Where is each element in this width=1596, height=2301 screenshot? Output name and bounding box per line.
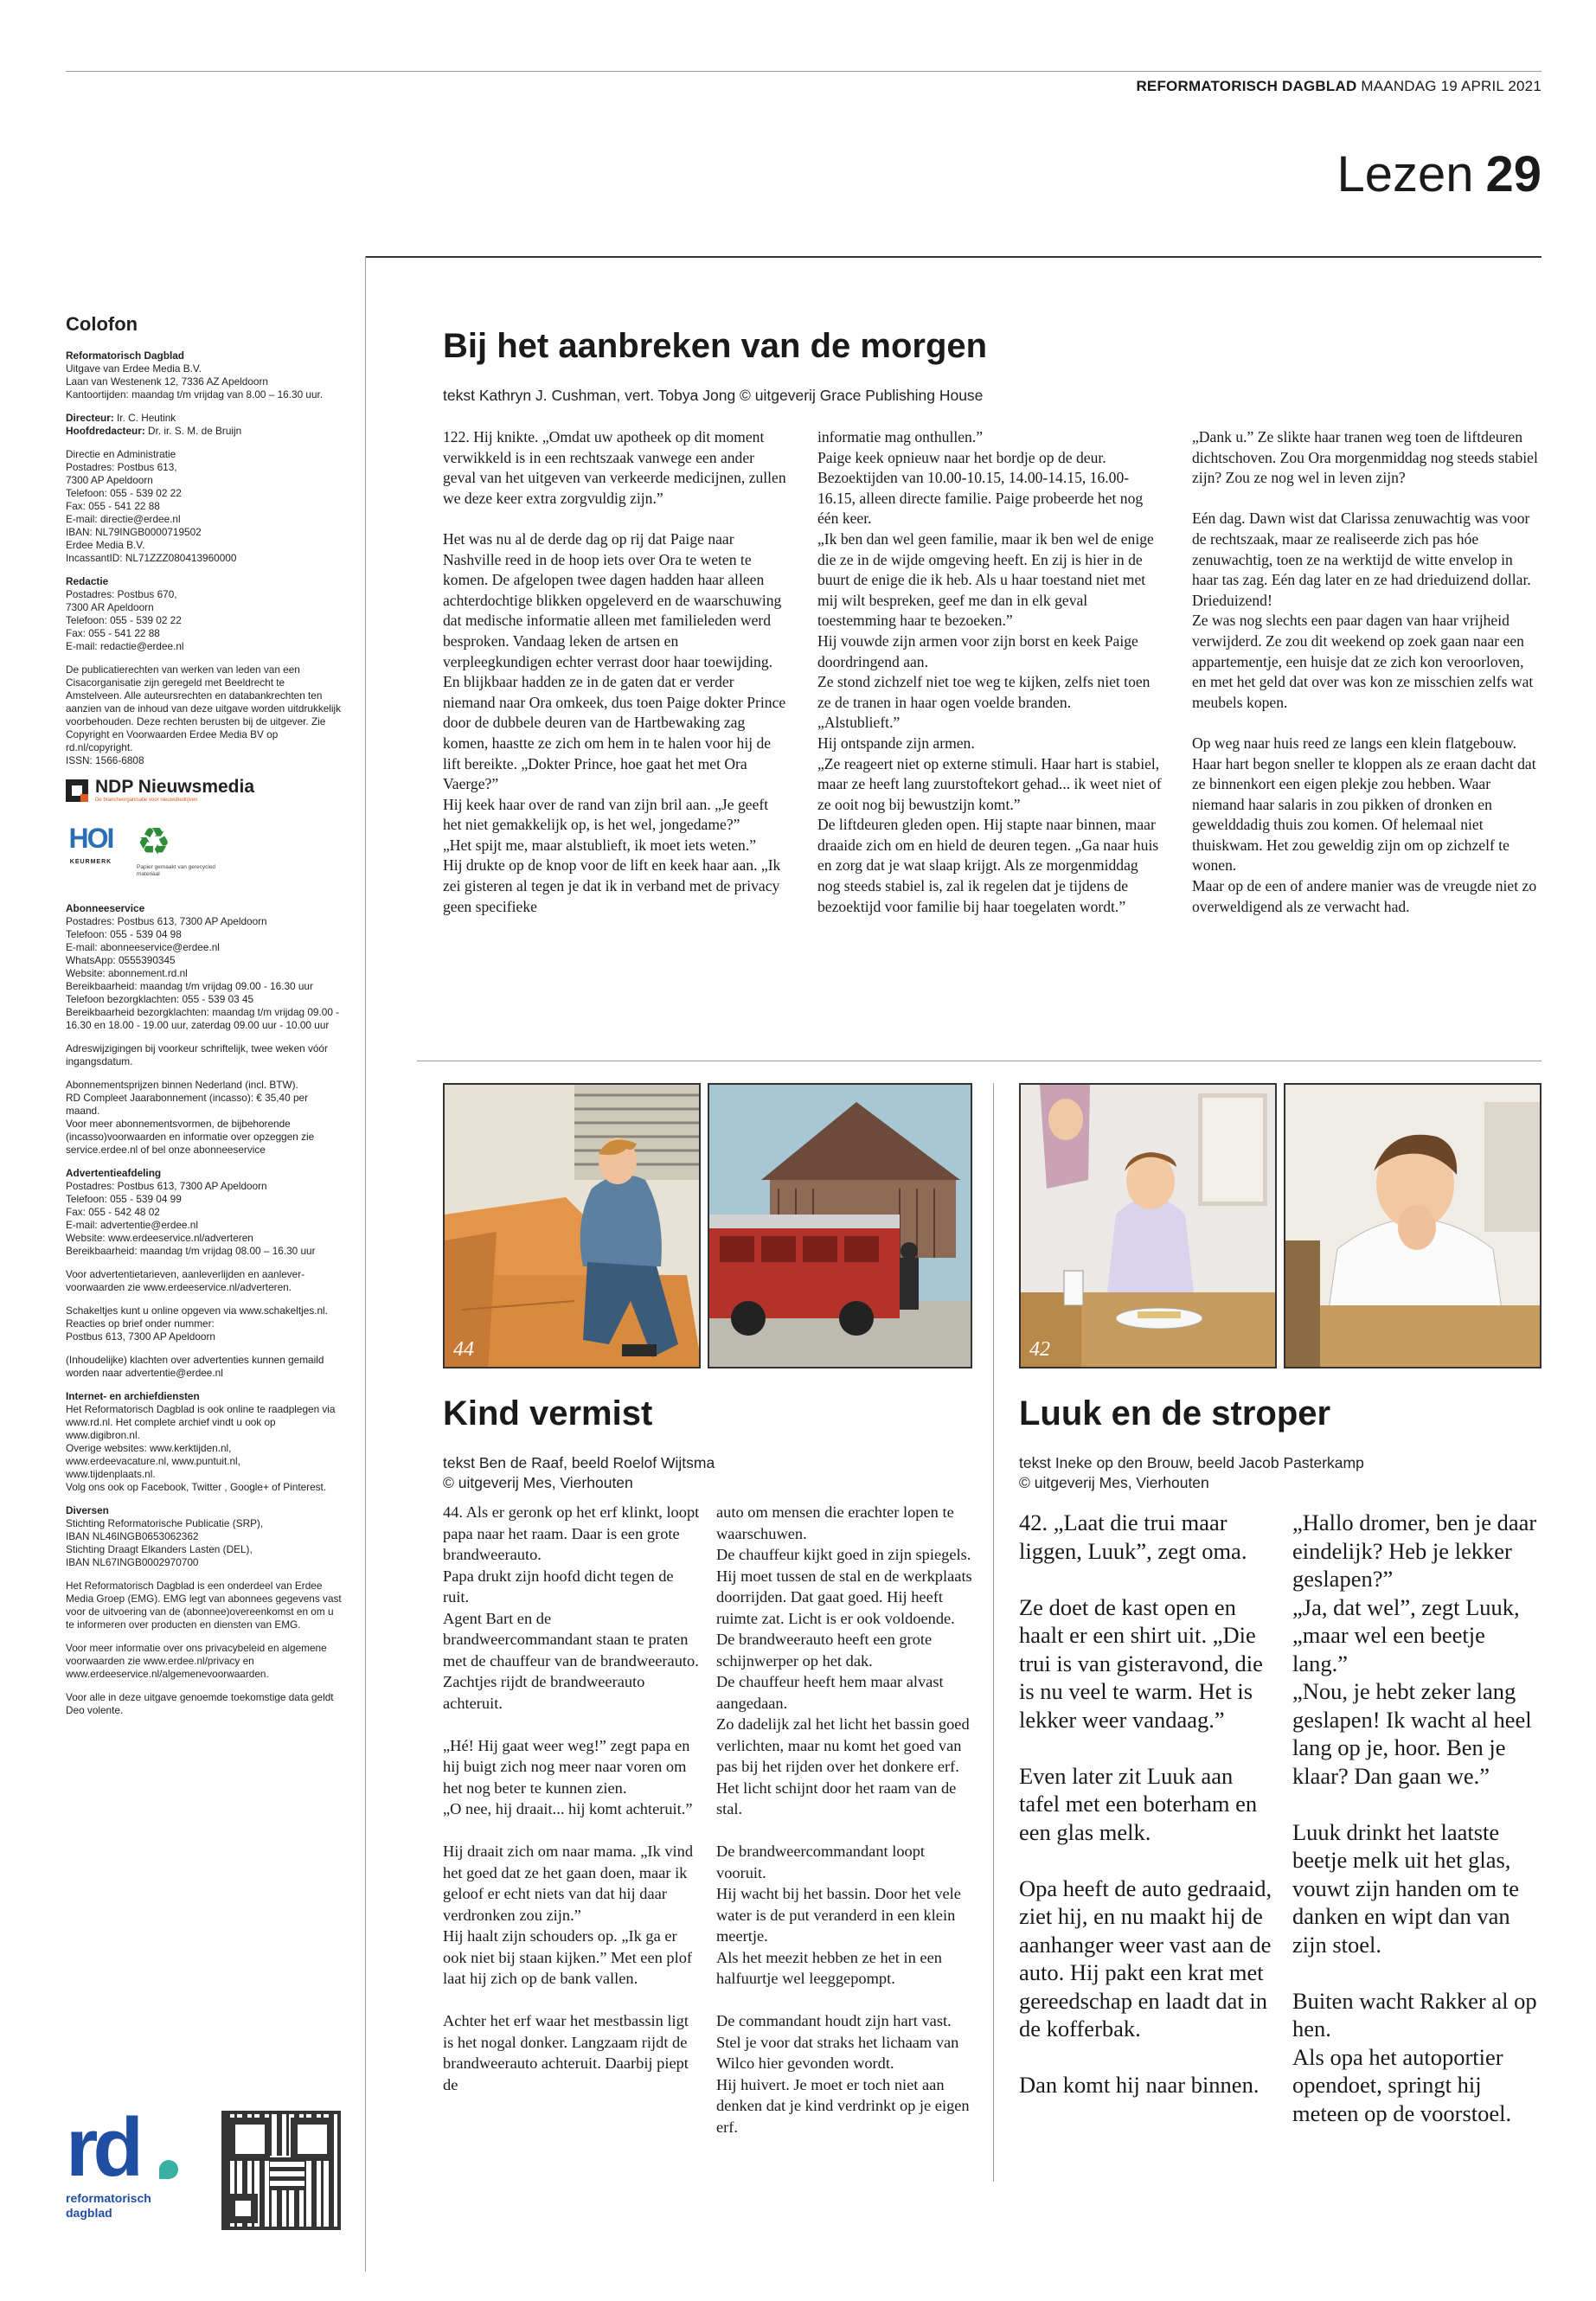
chief-name: Dr. ir. S. M. de Bruijn	[144, 425, 242, 437]
diversen-info: Stichting Reformatorische Publicatie (SRP), IBAN NL46INGB0653062362 Stichting Draagt Elkanders Lasten (DEL), IBAN NL67INGB0002970700	[66, 1517, 264, 1568]
internet-heading: Internet- en archiefdiensten	[66, 1390, 200, 1402]
rights-info: De publicatierechten van werken van leden van een Cisacorganisatie zijn geregeld met Beeldrecht te Amstelveen. Alle auteursrechten en databankrechten ten aanzien van de inhoud van deze uitgave worden uitdrukkelijk voorbehouden. Deze rechten berusten bij de uitgever. Zie Copyright en Voorwaarden Erdee Media BV op rd.nl/copyright. ISSN: 1566-6808	[66, 663, 342, 766]
kind-title: Kind vermist	[443, 1394, 653, 1433]
publication-date: MAANDAG 19 APRIL 2021	[1361, 78, 1542, 94]
main-article-title: Bij het aanbreken van de morgen	[443, 327, 988, 365]
advert-heading: Advertentieafdeling	[66, 1167, 162, 1179]
rd-logo-mark: rd	[66, 2101, 138, 2194]
advert-rates: Voor advertentietarieven, aanleverlijden en aanlever-voorwaarden zie www.erdeeservice.nl/adverteren.	[66, 1268, 305, 1293]
luuk-title: Luuk en de stroper	[1019, 1394, 1331, 1433]
main-article-credit: tekst Kathryn J. Cushman, vert. Tobya Jong © uitgeverij Grace Publishing House	[443, 387, 984, 404]
section-rule	[365, 256, 1542, 258]
rd-logo-text: reformatorisch dagblad	[66, 2191, 151, 2220]
colofon-divider	[365, 256, 366, 2272]
rd-logo-dot-icon	[159, 2160, 178, 2179]
publication-name: REFORMATORISCH DAGBLAD	[1136, 78, 1357, 94]
publisher-info: Uitgave van Erdee Media B.V. Laan van Westenenk 12, 7336 AZ Apeldoorn Kantoortijden: maandag t/m vrijdag van 8.00 – 16.30 uur.	[66, 362, 324, 401]
publisher-name: Reformatorisch Dagblad	[66, 349, 185, 362]
top-rule	[66, 71, 1542, 72]
masthead	[952, 78, 1542, 95]
quality-logos	[66, 821, 343, 878]
kind-credit: tekst Ben de Raaf, beeld Roelof Wijtsma © uitgeverij Mes, Vierhouten	[443, 1454, 715, 1491]
director-label: Directeur:	[66, 412, 114, 424]
keurmerk-label: KEURMERK	[69, 859, 112, 865]
luuk-panel-1	[1019, 1083, 1277, 1368]
luuk-credit: tekst Ineke op den Brouw, beeld Jacob Pasterkamp © uitgeverij Mes, Vierhouten	[1019, 1454, 1364, 1491]
keurmerk-logo	[66, 821, 116, 868]
ndp-square-icon	[66, 779, 88, 802]
subscription-prices: Abonnementsprijzen binnen Nederland (incl. BTW). RD Compleet Jaarabonnement (incasso): € 35,40 per maand. Voor meer abonnementsvormen, de bijbehorende (incasso)voorwaarden en informatie over opzeggen zie service.erdee.nl of bel onze abonneeservice	[66, 1079, 315, 1156]
privacy-info: Voor meer informatie over ons privacybeleid en algemene voorwaarden zie www.erdee.nl/privacy en www.erdeeservice.nl/algemenevoorwaarden.	[66, 1642, 327, 1680]
illustration-boy-at-table-icon	[1021, 1085, 1277, 1368]
schakeltjes-info: Schakeltjes kunt u online opgeven via www.schakeltjes.nl. Reacties op brief onder nummer: Postbus 613, 7300 AP Apeldoorn	[66, 1304, 328, 1343]
kind-panel-2	[708, 1083, 972, 1368]
luuk-col-1: 42. „Laat die trui maar liggen, Luuk”, zegt oma. Ze doet de kast open en haalt er een shirt uit. „Die trui is van gisteravond, die is nu veel te warm. Het is lekker weer vandaag.” Even later zit Luuk aan tafel met een boterham en een glas melk. Opa heeft de auto gedraaid, ziet hij, en nu maakt hij de aanhanger weer vast aan de auto. Hij pakt een krat met gereedschap en laadt dat in de kofferbak. Dan komt hij naar binnen.	[1019, 1509, 1272, 2098]
section-name: Lezen	[1336, 146, 1474, 202]
deo-volente: Voor alle in deze uitgave genoemde toekomstige data geldt Deo volente.	[66, 1691, 334, 1716]
abonnee-info: Postadres: Postbus 613, 7300 AP Apeldoorn Telefoon: 055 - 539 04 98 E-mail: abonneeservice@erdee.nl WhatsApp: 0555390345 Website: abonnement.rd.nl Bereikbaarheid: maandag t/m vrijdag 09.00 - 16.30 uur Telefoon bezorgklachten: 055 - 539 03 45 Bereikbaarheid bezorgklachten: maandag t/m vrijdag 09.00 - 16.30 en 18.00 - 19.00 uur, zaterdag 09.00 uur - 10.00 uur	[66, 915, 340, 1031]
address-change-info: Adreswijzigingen bij voorkeur schriftelijk, twee weken vóór ingangsdatum.	[66, 1042, 328, 1067]
redactie-info: Postadres: Postbus 670, 7300 AR Apeldoorn Telefoon: 055 - 539 02 22 Fax: 055 - 541 22 88 E-mail: redactie@erdee.nl	[66, 588, 184, 652]
main-article-col-2: informatie mag onthullen.” Paige keek opnieuw naar het bordje op de deur. Bezoektijden van 10.00-10.15, 14.00-14.15, 16.00-16.15, alleen directe familie. Paige probeerde het nog één keer. „Ik ben dan wel geen familie, maar ik ben wel de enige die ze in de wijde omgeving heeft. En zij is hier in de buurt de enige die ik heb. Als u haar toestand niet met mij wilt bespreken, geef me dan in elk geval toestemming haar te bezoeken.” Hij vouwde zijn armen voor zijn borst en keek Paige doordringend aan. Ze stond zichzelf niet toe weg te kijken, zelfs niet toen ze de tranen in haar ogen voelde branden. „Alstublieft.” Hij ontspande zijn armen. „Ze reageert niet op externe stimuli. Haar hart is stabiel, maar ze heeft lang zuurstoftekort gehad... ik weet niet of ze ooit nog bij bewustzijn komt.” De liftdeuren gleden open. Hij stapte naar binnen, maar draaide zich om en hield de deuren tegen. „Ga naar huis en zorg dat je wat slaap krijgt. Als ze morgenmiddag nog steeds stabiel is, zal ik regelen dat je tijdens de bezoektijd voor familie bij haar toegelaten wordt.”	[817, 428, 1162, 915]
chief-label: Hoofdredacteur:	[66, 425, 145, 437]
recycle-logo	[137, 821, 220, 878]
illustration-boy-praying-icon	[1285, 1085, 1542, 1368]
emg-info: Het Reformatorisch Dagblad is een onderdeel van Erdee Media Groep (EMG). EMG legt van abonnees gegevens vast voor de uitvoering van de (abonnee)overeenkomst en om u te informeren over producten en diensten van EMG.	[66, 1580, 342, 1631]
ndp-logo	[66, 778, 343, 804]
illustration-fire-truck-icon	[709, 1085, 972, 1368]
page-number: 29	[1485, 146, 1542, 202]
luuk-panel-number: 42	[1029, 1338, 1050, 1361]
kind-panel-1	[443, 1083, 701, 1368]
illustration-man-on-couch-icon	[445, 1085, 701, 1368]
story-divider	[993, 1083, 994, 2182]
recycle-text: Papier gemaakt van gerecycled materiaal	[137, 864, 216, 877]
recycle-icon: ♻	[137, 821, 171, 863]
luuk-col-2: „Hallo dromer, ben je daar eindelijk? Heb je lekker geslapen?” „Ja, dat wel”, zegt Luuk, „maar wel een beetje lang.” „Nou, je hebt zeker lang geslapen! Ik wacht al heel lang op je, hoor. Ben je klaar? Dan gaan we.” Luuk drinkt het laatste beetje melk uit het glas, vouwt zijn handen om te danken en wipt dan van zijn stoel. Buiten wacht Rakker al op hen. Als opa het autoportier opendoet, springt hij meteen op de voorstoel.	[1292, 1509, 1537, 2126]
advert-info: Postadres: Postbus 613, 7300 AP Apeldoorn Telefoon: 055 - 539 04 99 Fax: 055 - 542 48 02 E-mail: advertentie@erdee.nl Website: www.erdeeservice.nl/adverteren Bereikbaarheid: maandag t/m vrijdag 08.00 – 16.30 uur	[66, 1180, 316, 1257]
luuk-panel-2	[1284, 1083, 1542, 1368]
kind-col-2: auto om mensen die erachter lopen te waarschuwen. De chauffeur kijkt goed in zijn spiegels. Hij moet tussen de stal en de werkplaats doorrijden. Dat gaat goed. Hij heeft ruimte zat. Licht is er ook voldoende. De brandweerauto heeft een grote schijnwerper op het dak. De chauffeur heeft hem maar alvast aangedaan. Zo dadelijk zal het licht het bassin goed verlichten, maar nu komt het goed van pas bij het rijden over het donkere erf. Het licht schijnt door het raam van de stal. De brandweercommandant loopt vooruit. Hij wacht bij het bassin. Door het vele water is de put veranderd in een klein meertje. Als het meezit hebben ze het in een halfuurtje wel leeggepompt. De commandant houdt zijn hart vast. Stel je voor dat straks het lichaam van Wilco hier gevonden wordt. Hij huivert. Je moet er toch niet aan denken dat je kind verdrinkt op je eigen erf.	[716, 1503, 972, 2136]
main-article-col-1: 122. Hij knikte. „Omdat uw apotheek op dit moment verwikkeld is in een rechtszaak vanwege een ander geval van het uitgeven van verkeerde medicijnen, zullen we deze keer extra zorgvuldig zijn.” Het was nu al de derde dag op rij dat Paige naar Nashville reed in de hoop iets over Ora te weten te komen. De afgelopen twee dagen hadden haar alleen achterdochtige blikken opgeleverd en de waarschuwing dat medische informatie alleen met familieleden werd besproken. Vandaag leken de artsen en verpleegkundigen echter verrast door haar toewijding. En blijkbaar hadden ze in de gaten dat er verder niemand naar Ora omkeek, dus toen Paige dokter Prince door de dubbele deuren van de Hartbewaking zag komen, haastte ze zich om hem in te halen voor hij de lift bereikte. „Dokter Prince, hoe gaat het met Ora Vaerge?” Hij keek haar over de rand van zijn bril aan. „Je geeft het niet gemakkelijk op, is het wel, jongedame?” „Het spijt me, maar alstublieft, ik moet iets weten.” Hij drukte op de knop voor de lift en keek haar aan. „Ik zei gisteren al tegen je dat ik in verband met de privacy geen specifieke	[443, 428, 786, 915]
kind-col-1: 44. Als er geronk op het erf klinkt, loopt papa naar het raam. Daar is een grote brandweerauto. Papa drukt zijn hoofd dicht tegen de ruit. Agent Bart en de brandweercommandant staan te praten met de chauffeur van de brandweerauto. Zachtjes rijdt de brandweerauto achteruit. „Hé! Hij gaat weer weg!” zegt papa en hij buigt zich nog meer naar voren om het nog beter te kunnen zien. „O nee, hij draait... hij komt achteruit.” Hij draait zich om naar mama. „Ik vind het goed dat ze het gaan doen, maar ik geloof er echt niets van dat hij daar verdronken zou zijn.” Hij haalt zijn schouders op. „Ik ga er ook niet bij staan kijken.” Met een plof laat hij zich op de bank vallen. Achter het erf waar het mestbassin ligt is het nogal donker. Langzaam rijdt de brandweerauto achteruit. Daarbij piept de	[443, 1503, 700, 2093]
qr-code-icon	[221, 2111, 341, 2230]
diversen-heading: Diversen	[66, 1504, 109, 1516]
section-header	[1336, 145, 1542, 203]
internet-info: Het Reformatorisch Dagblad is ook online te raadplegen via www.rd.nl. Het complete archief vindt u ook op www.digibron.nl. Overige websites: www.kerktijden.nl, www.erdeevacature.nl, www.puntuit.nl, www.tijdenplaats.nl. Volg ons ook op Facebook, Twitter , Google+ of Pinterest.	[66, 1403, 336, 1493]
colofon	[66, 313, 343, 1727]
main-article-col-3: „Dank u.” Ze slikte haar tranen weg toen de liftdeuren dichtschoven. Zou Ora morgenmiddag nog steeds stabiel zijn? Zou ze nog wel in leven zijn? Eén dag. Dawn wist dat Clarissa zenuwachtig was voor de rechtszaak, maar ze realiseerde zich pas hóe zenuwachtig, toen ze na werktijd de witte envelop in haar tas zag. Eén dag later en ze had drieduizend dollar. Drieduizend! Ze was nog slechts een paar dagen van haar vrijheid verwijderd. Ze zou dit weekend op zoek gaan naar een appartementje, een huisje dat ze zich kon veroorloven, en met het geld dat over was kon ze misschien zelfs wat meubels kopen. Op weg naar huis reed ze langs een klein flatgebouw. Haar hart begon sneller te kloppen als ze eraan dacht dat ze binnenkort een eigen plekje zou hebben. Waar niemand haar salaris in zou pikken of dronken en gewelddadig thuis zou komen. Of helemaal niet thuiskwam. Het zou geweldig zijn om op zichzelf te wonen. Maar op de een of andere manier was de vreugde niet zo overweldigend als ze verwacht had.	[1192, 428, 1538, 915]
rd-logo	[66, 2101, 187, 2221]
ndp-tagline: De brancheorganisatie voor nieuwsbedrijven	[95, 798, 198, 803]
hoi-icon: HOI	[68, 823, 113, 854]
ndp-name: NDP Nieuwsmedia	[95, 777, 255, 797]
director-name: Ir. C. Heutink	[113, 412, 176, 424]
administration-info: Directie en Administratie Postadres: Postbus 613, 7300 AP Apeldoorn Telefoon: 055 - 539 02 22 Fax: 055 - 541 22 88 E-mail: directie@erdee.nl IBAN: NL79INGB0000719502 Erdee Media B.V. IncassantID: NL71ZZZ080413960000	[66, 448, 237, 564]
complaints-info: (Inhoudelijke) klachten over advertenties kunnen gemaild worden naar advertentie@erdee.nl	[66, 1354, 324, 1379]
redactie-heading: Redactie	[66, 575, 109, 587]
colofon-title: Colofon	[66, 313, 138, 335]
abonnee-heading: Abonneeservice	[66, 902, 145, 914]
kind-panel-number: 44	[453, 1338, 474, 1361]
